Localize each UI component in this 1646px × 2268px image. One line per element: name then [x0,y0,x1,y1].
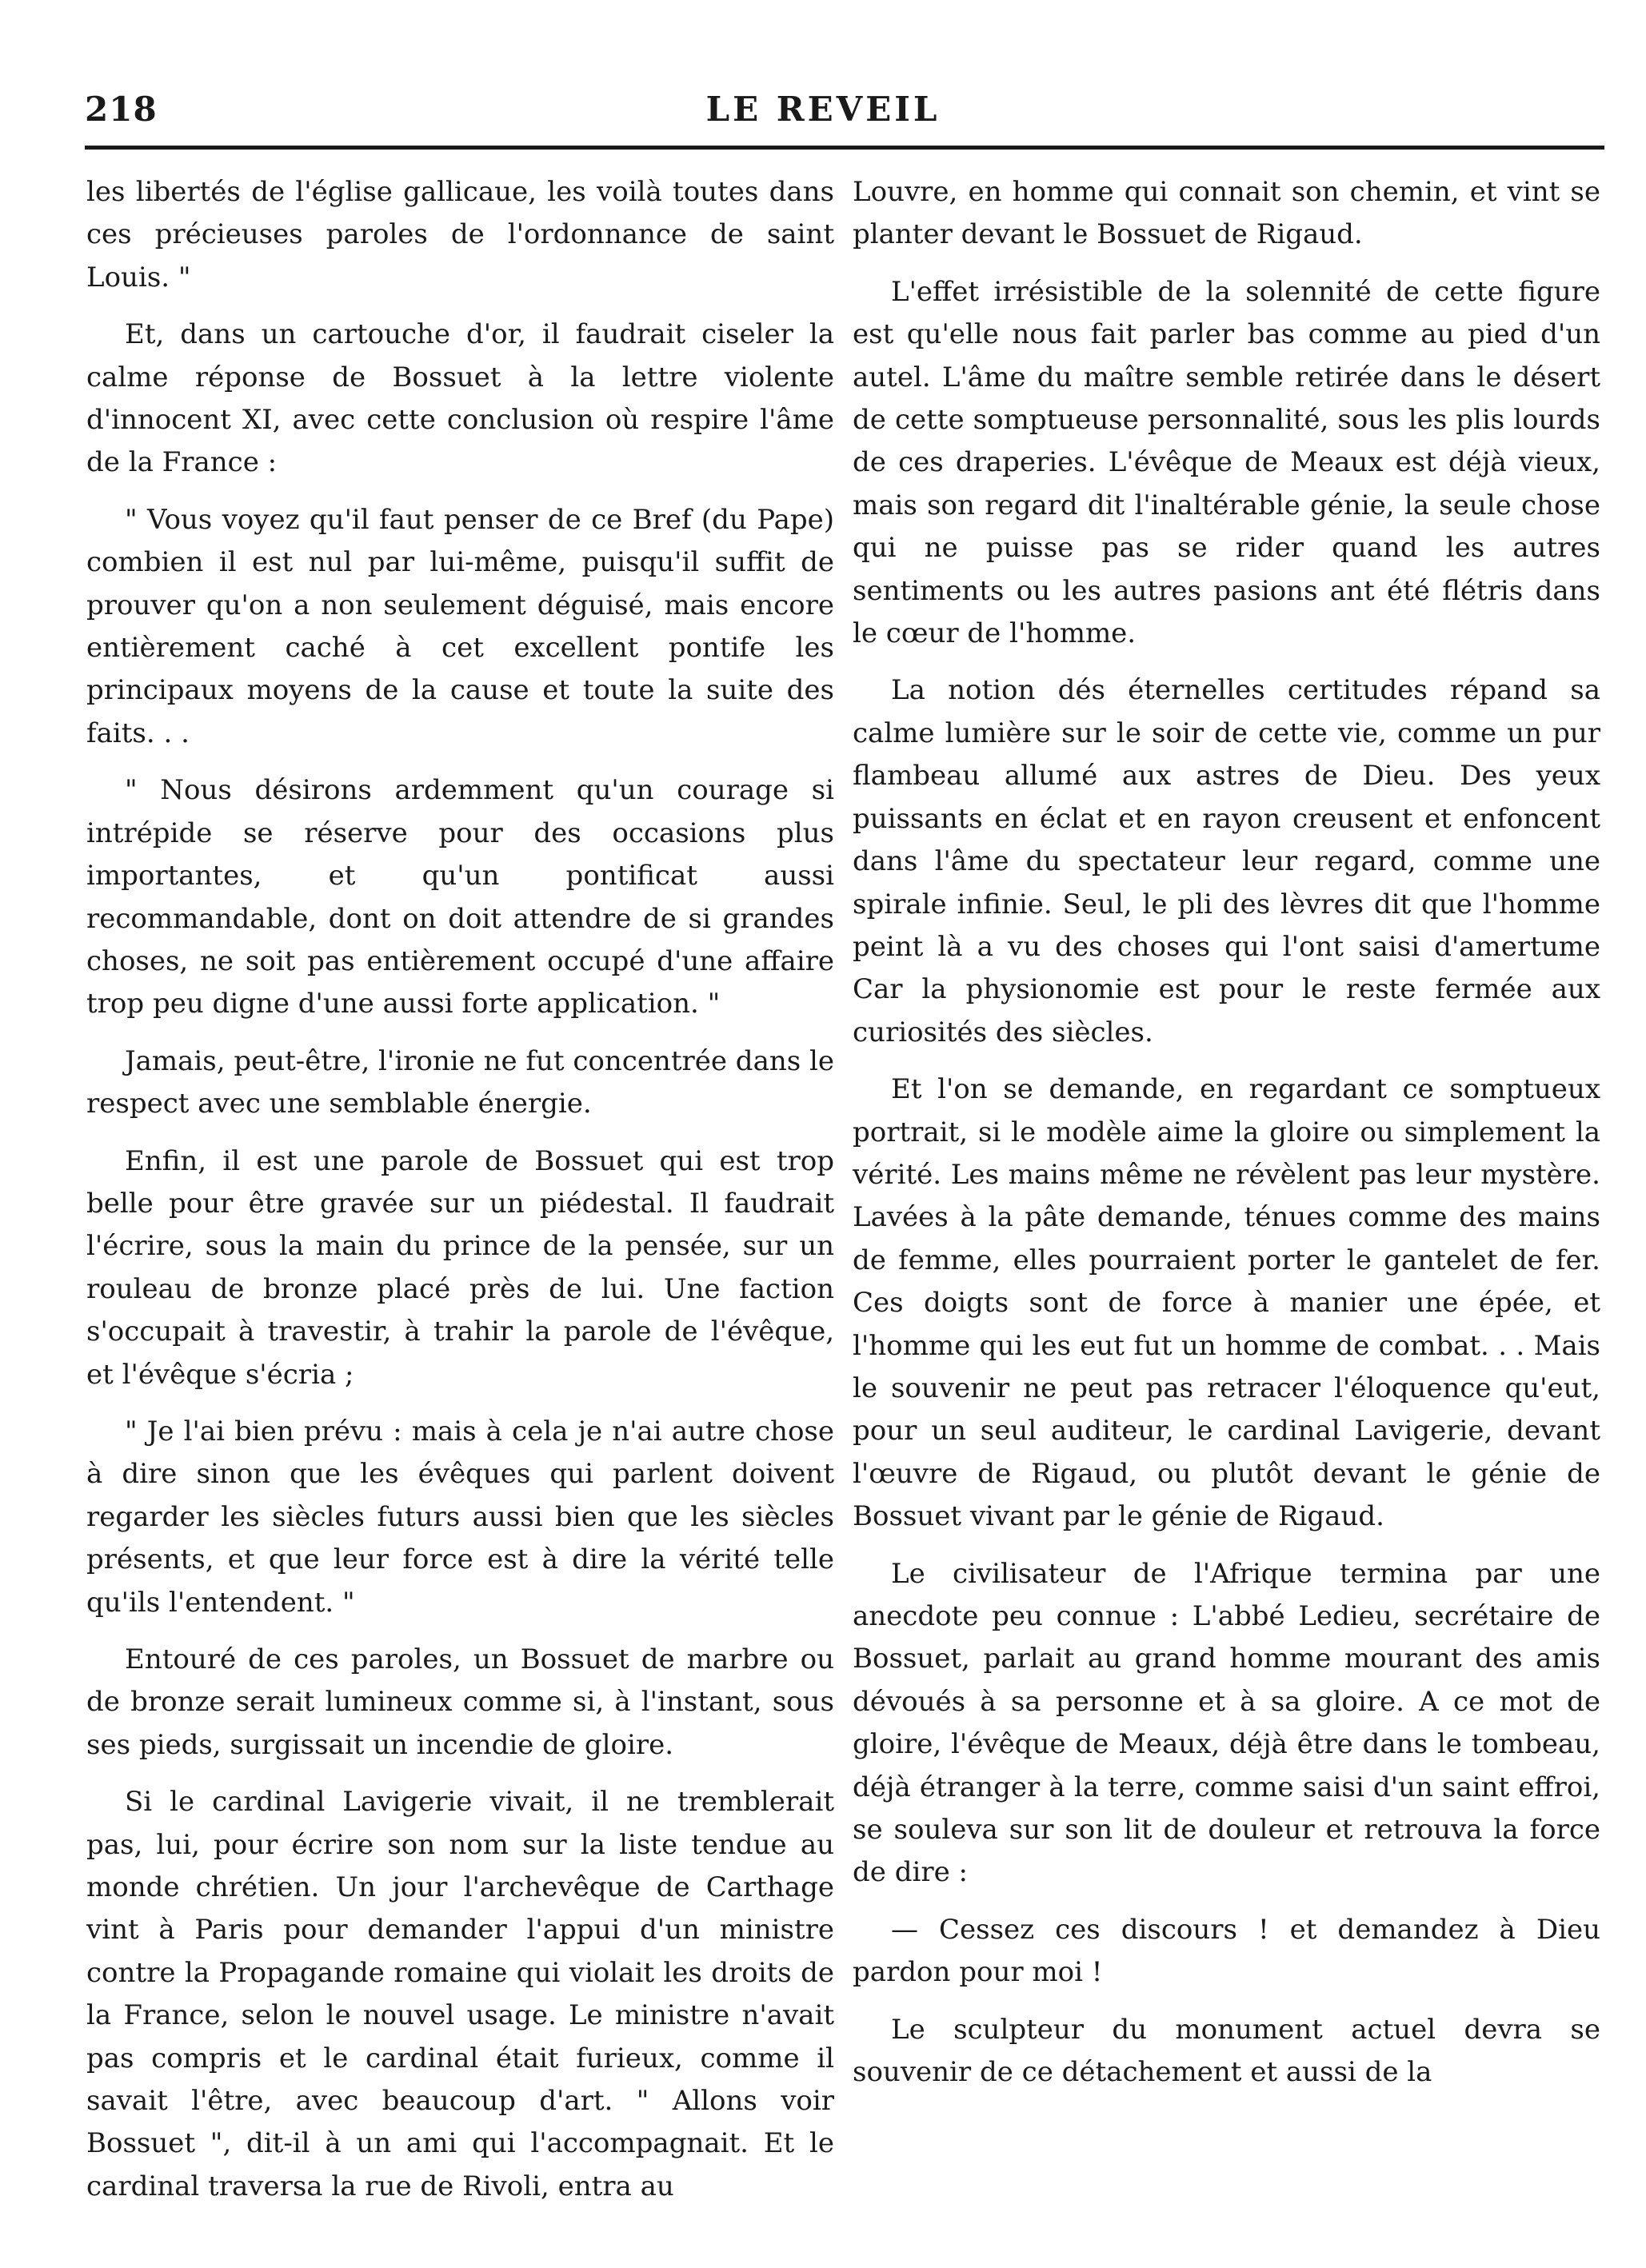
page-number: 218 [85,90,158,129]
paragraph: Louvre, en homme qui connait son chemin, et vint se planter devant le Bossuet de Rigaud. [853,176,1600,251]
paragraph: " Nous désirons ardemment qu'un courage si intrépide se réserve pour des occasions plus importantes, et qu'un pontificat aussi recommandable, dont on doit attendre de si grandes choses, ne soit pas entièrement occupé d'une affaire trop peu digne d'une aussi forte application. " [86,774,834,1020]
paragraph: Et, dans un cartouche d'or, il faudrait ciseler la calme réponse de Bossuet à la lettre violente d'innocent XI, avec cette conclusion où respire l'âme de la France : [86,318,834,479]
right-column [853,171,1600,2094]
running-title: LE REVEIL [705,90,941,129]
paragraph: — Cessez ces discours ! et demandez à Dieu pardon pour moi ! [853,1913,1600,1989]
paragraph: Entouré de ces paroles, un Bossuet de marbre ou de bronze serait lumineux comme si, à l'instant, sous ses pieds, surgissait un incendie de gloire. [86,1643,834,1761]
paragraph: La notion dés éternelles certitudes répand sa calme lumière sur le soir de cette vie, comme un pur flambeau allumé aux astres de Dieu. Des yeux puissants en éclat et en rayon creusent et enfoncent dans l'âme du spectateur leur regard, comme une spirale infinie. Seul, le pli des lèvres dit que l'homme peint là a vu des choses qui l'ont saisi d'amertume Car la physionomie est pour le reste fermée aux curiosités des siècles. [853,674,1600,1048]
paragraph: Le civilisateur de l'Afrique termina par une anecdote peu connue : L'abbé Ledieu, secrétaire de Bossuet, parlait au grand homme mourant des amis dévoués à sa personne et à sa gloire. A ce mot de gloire, l'évêque de Meaux, déjà être dans le tombeau, déjà étranger à la terre, comme saisi d'un saint effroi, se souleva sur son lit de douleur et retrouva la force de dire : [853,1557,1600,1889]
paragraph: Le sculpteur du monument actuel devra se souvenir de ce détachement et aussi de la [853,2013,1600,2089]
paragraph: Si le cardinal Lavigerie vivait, il ne tremblerait pas, lui, pour écrire son nom sur la liste tendue au monde chrétien. Un jour l'archevêque de Carthage vint à Paris pour demander l'appui d'un ministre contre la Propagande romaine qui violait les droits de la France, selon le nouvel usage. Le ministre n'avait pas compris et le cardinal était furieux, comme il savait l'être, avec beaucoup d'art. " Allons voir Bossuet ", dit-il à un ami qui l'accompagnait. Et le cardinal traversa la rue de Rivoli, entra au [86,1786,834,2202]
paragraph: " Je l'ai bien prévu : mais à cela je n'ai autre chose à dire sinon que les évêques qui parlent doivent regarder les siècles futurs aussi bien que les siècles présents, et que leur force est à dire la vérité telle qu'ils l'entendent. " [86,1415,834,1619]
paragraph: Enfin, il est une parole de Bossuet qui est trop belle pour être gravée sur un piédestal. Il faudrait l'écrire, sous la main du prince de la pensée, sur un rouleau de bronze placé près de lui. Une faction s'occupait à travestir, à trahir la parole de l'évêque, et l'évêque s'écria ; [86,1144,834,1391]
paragraph: les libertés de l'église gallicaue, les voilà toutes dans ces précieuses paroles de l'ordonnance de saint Louis. " [86,176,834,293]
paragraph: Et l'on se demande, en regardant ce somptueux portrait, si le modèle aime la gloire ou simplement la vérité. Les mains même ne révèlent pas leur mystère. Lavées à la pâte demande, ténues comme des mains de femme, elles pourraient porter le gantelet de fer. Ces doigts sont de force à manier une épée, et l'homme qui les eut fut un homme de combat. . . Mais le souvenir ne peut pas retracer l'éloquence qu'eut, pour un seul auditeur, le cardinal Lavigerie, devant l'œuvre de Rigaud, ou plutôt devant le génie de Bossuet vivant par le génie de Rigaud. [853,1073,1600,1533]
header-rule [85,146,1604,150]
paragraph: " Vous voyez qu'il faut penser de ce Bref (du Pape) combien il est nul par lui-même, puisqu'il suffit de prouver qu'on a non seulement déguisé, mais encore entièrement caché à cet excellent pontife les principaux moyens de la cause et toute la suite des faits. . . [86,503,834,749]
left-column [86,171,834,2208]
paragraph: L'effet irrésistible de la solennité de cette figure est qu'elle nous fait parler bas comme au pied d'un autel. L'âme du maître semble retirée dans le désert de cette somptueuse personnalité, sous les plis lourds de ces draperies. L'évêque de Meaux est déjà vieux, mais son regard dit l'inaltérable génie, la seule chose qui ne puisse pas se rider quand les autres sentiments ou les autres pasions ant été flétris dans le cœur de l'homme. [853,275,1600,650]
paragraph: Jamais, peut-être, l'ironie ne fut concentrée dans le respect avec une semblable énergie. [86,1044,834,1120]
